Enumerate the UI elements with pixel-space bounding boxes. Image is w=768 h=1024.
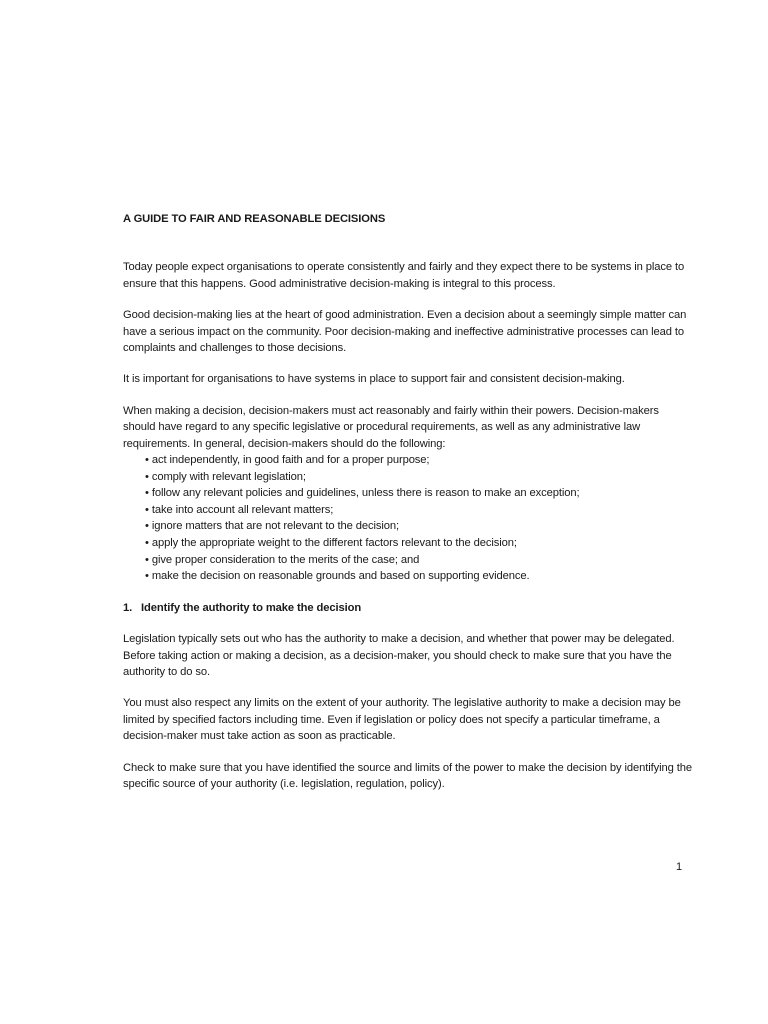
intro-paragraph-2: Good decision-making lies at the heart of good administration. Even a decision about a seemingly simple matter can have a serious impact on the community. Poor decision-making and ineffective administrative processes can lead to complaints and challenges to those decisions. <box>123 309 687 355</box>
section-1-number: 1. <box>123 601 133 614</box>
list-item: • give proper consideration to the merits of the case; and <box>145 552 693 569</box>
intro-paragraph-4: When making a decision, decision-makers must act reasonably and fairly within their powers. Decision-makers should have regard to any specific legislative or procedural requirements, as well as any administrative law requirements. In general, decision-makers should do the following: <box>123 404 659 450</box>
list-item: • make the decision on reasonable grounds and based on supporting evidence. <box>145 568 693 585</box>
list-item: • apply the appropriate weight to the different factors relevant to the decision; <box>145 535 693 552</box>
section-1-paragraph-2: You must also respect any limits on the extent of your authority. The legislative authority to make a decision may be limited by specified factors including time. Even if legislation or policy does not specify a particular timeframe, a decision-maker must take action as soon as practicable. <box>123 697 681 743</box>
requirements-bullet-list <box>123 452 693 585</box>
section-1-paragraph-1: Legislation typically sets out who has the authority to make a decision, and whether that power may be delegated. Before taking action or making a decision, as a decision-maker, you should check to make sure that you have the authority to do so. <box>123 633 675 679</box>
section-1-paragraph-3: Check to make sure that you have identified the source and limits of the power to make the decision by identifying the specific source of your authority (i.e. legislation, regulation, policy). <box>123 761 693 791</box>
list-item: • take into account all relevant matters; <box>145 502 693 519</box>
section-1-title: Identify the authority to make the decision <box>141 601 362 614</box>
list-item: • follow any relevant policies and guidelines, unless there is reason to make an exception; <box>145 485 693 502</box>
section-1-heading <box>123 600 693 616</box>
intro-paragraph-3: It is important for organisations to have systems in place to support fair and consistent decision-making. <box>123 373 625 386</box>
list-item: • act independently, in good faith and for a proper purpose; <box>145 452 693 469</box>
intro-paragraph-1: Today people expect organisations to operate consistently and fairly and they expect there to be systems in place to ensure that this happens. Good administrative decision-making is integral to this process. <box>123 261 685 290</box>
list-item: • comply with relevant legislation; <box>145 469 693 486</box>
list-item: • ignore matters that are not relevant to the decision; <box>145 518 693 535</box>
page-number: 1 <box>676 861 683 873</box>
document-body <box>123 211 693 807</box>
document-title: A GUIDE TO FAIR AND REASONABLE DECISIONS <box>123 213 386 225</box>
